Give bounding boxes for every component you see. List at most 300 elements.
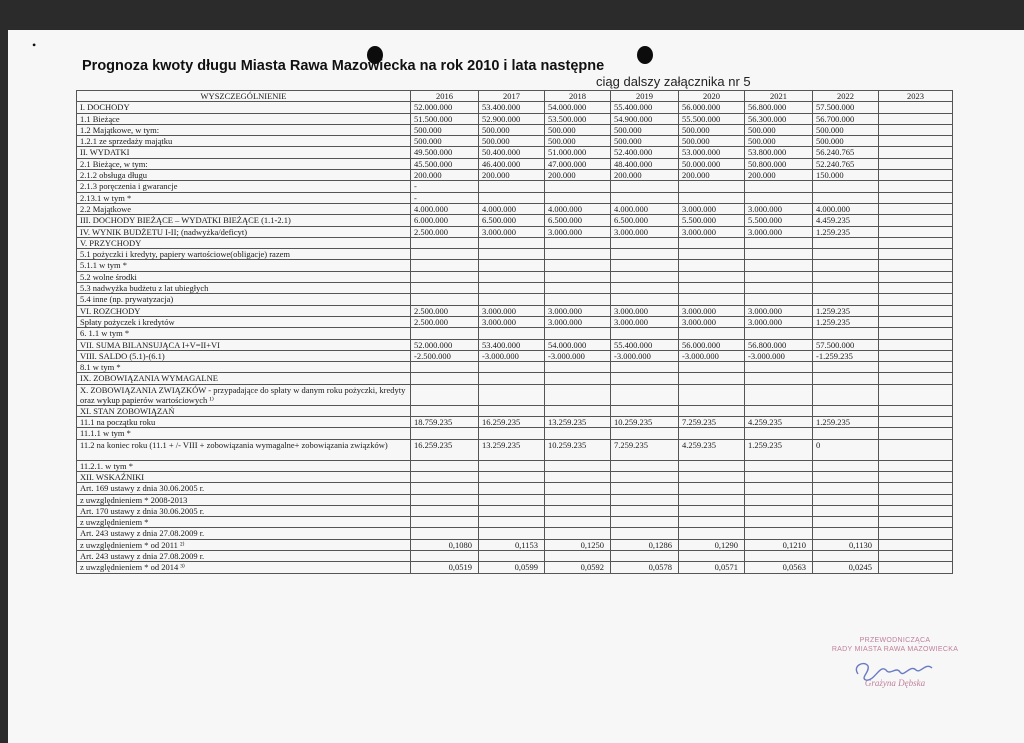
row-label: 1.2.1 ze sprzedaży majątku (77, 136, 411, 147)
value-cell (745, 328, 813, 339)
value-cell: 500.000 (611, 124, 679, 135)
header-cell-description: WYSZCZEGÓLNIENIE (77, 91, 411, 102)
table-row (77, 339, 953, 350)
row-label: IV. WYNIK BUDŻETU I-II; (nadwyżka/deficyt) (77, 226, 411, 237)
value-cell (611, 181, 679, 192)
value-cell (745, 192, 813, 203)
value-cell: 3.000.000 (745, 316, 813, 327)
value-cell: 500.000 (411, 136, 479, 147)
value-cell (679, 528, 745, 539)
value-cell (745, 483, 813, 494)
row-label: Art. 243 ustawy z dnia 27.08.2009 r. (77, 528, 411, 539)
value-cell (611, 249, 679, 260)
value-cell: 4.000.000 (611, 203, 679, 214)
value-cell (479, 550, 545, 561)
row-label: II. WYDATKI (77, 147, 411, 158)
value-cell (545, 249, 611, 260)
row-label: z uwzględnieniem * 2008-2013 (77, 494, 411, 505)
value-cell: 13.259.235 (545, 417, 611, 428)
value-cell: 55.400.000 (611, 339, 679, 350)
value-cell (879, 439, 953, 460)
value-cell (879, 147, 953, 158)
row-label: 5.3 nadwyżka budżetu z lat ubiegłych (77, 283, 411, 294)
value-cell (879, 203, 953, 214)
value-cell (479, 373, 545, 384)
value-cell (411, 271, 479, 282)
value-cell (545, 550, 611, 561)
value-cell: 500.000 (679, 136, 745, 147)
stamp-title-line: PRZEWODNICZĄCA (859, 637, 931, 644)
value-cell: 3.000.000 (745, 226, 813, 237)
value-cell (745, 283, 813, 294)
value-cell: 53.400.000 (479, 102, 545, 113)
value-cell: 50.000.000 (679, 158, 745, 169)
value-cell (611, 260, 679, 271)
value-cell: 54.000.000 (545, 102, 611, 113)
value-cell (411, 517, 479, 528)
value-cell (479, 328, 545, 339)
value-cell: 0,0563 (745, 562, 813, 573)
value-cell: 56.000.000 (679, 339, 745, 350)
value-cell (679, 384, 745, 405)
value-cell (879, 283, 953, 294)
value-cell: 0,1286 (611, 539, 679, 550)
value-cell: 3.000.000 (479, 316, 545, 327)
debt-forecast-table (76, 90, 953, 574)
value-cell: 53.000.000 (679, 147, 745, 158)
value-cell (879, 517, 953, 528)
value-cell (745, 362, 813, 373)
value-cell: 500.000 (745, 124, 813, 135)
value-cell: 54.900.000 (611, 113, 679, 124)
value-cell (411, 384, 479, 405)
header-cell-year: 2018 (545, 91, 611, 102)
value-cell: 200.000 (545, 170, 611, 181)
value-cell (545, 362, 611, 373)
table-row (77, 384, 953, 405)
value-cell: 1.259.235 (745, 439, 813, 460)
table-row (77, 328, 953, 339)
value-cell (479, 460, 545, 471)
value-cell (813, 271, 879, 282)
signatory-name: Grażyna Dębska (864, 678, 926, 688)
value-cell: 54.000.000 (545, 339, 611, 350)
value-cell (411, 294, 479, 305)
value-cell: 5.500.000 (745, 215, 813, 226)
value-cell: 52.000.000 (411, 339, 479, 350)
value-cell (813, 362, 879, 373)
value-cell (479, 181, 545, 192)
table-row (77, 471, 953, 482)
value-cell (745, 428, 813, 439)
value-cell (411, 237, 479, 248)
table-row (77, 158, 953, 169)
value-cell (411, 405, 479, 416)
value-cell (679, 428, 745, 439)
value-cell: 150.000 (813, 170, 879, 181)
value-cell (611, 483, 679, 494)
value-cell: 49.500.000 (411, 147, 479, 158)
row-label: 11.2 na koniec roku (11.1 + /- VIII + zobowiązania wymagalne+ zobowiązania związków) (77, 439, 411, 460)
value-cell (813, 550, 879, 561)
value-cell (879, 550, 953, 561)
table-row (77, 483, 953, 494)
row-label: III. DOCHODY BIEŻĄCE – WYDATKI BIEŻĄCE (1.1-2.1) (77, 215, 411, 226)
value-cell (679, 483, 745, 494)
value-cell (813, 294, 879, 305)
value-cell: 56.240.765 (813, 147, 879, 158)
table-row (77, 517, 953, 528)
value-cell (745, 505, 813, 516)
value-cell (813, 471, 879, 482)
header-cell-year: 2020 (679, 91, 745, 102)
value-cell: - (411, 192, 479, 203)
row-label: 6. 1.1 w tym * (77, 328, 411, 339)
value-cell (479, 362, 545, 373)
value-cell: 0,1130 (813, 539, 879, 550)
header-cell-year: 2021 (745, 91, 813, 102)
value-cell (813, 460, 879, 471)
value-cell: 50.400.000 (479, 147, 545, 158)
value-cell: 13.259.235 (479, 439, 545, 460)
value-cell: 0,0578 (611, 562, 679, 573)
document-title: Prognoza kwoty długu Miasta Rawa Mazowiecka na rok 2010 i lata następne (82, 58, 605, 74)
value-cell (545, 260, 611, 271)
value-cell (879, 136, 953, 147)
value-cell (545, 460, 611, 471)
value-cell: 52.900.000 (479, 113, 545, 124)
value-cell (411, 505, 479, 516)
value-cell (745, 517, 813, 528)
signature-stamp (800, 636, 990, 688)
value-cell (545, 294, 611, 305)
table-row (77, 136, 953, 147)
table-row (77, 528, 953, 539)
value-cell: 10.259.235 (545, 439, 611, 460)
table-row (77, 305, 953, 316)
row-label: 8.1 w tym * (77, 362, 411, 373)
value-cell: 200.000 (611, 170, 679, 181)
value-cell (545, 505, 611, 516)
value-cell (479, 471, 545, 482)
value-cell: 4.459.235 (813, 215, 879, 226)
table-row (77, 203, 953, 214)
table-row (77, 362, 953, 373)
value-cell (879, 102, 953, 113)
value-cell: 4.259.235 (745, 417, 813, 428)
value-cell: 3.000.000 (545, 316, 611, 327)
table-header-row (77, 91, 953, 102)
value-cell: 1.259.235 (813, 305, 879, 316)
value-cell (611, 528, 679, 539)
handwritten-signature-icon (850, 656, 940, 686)
table-row (77, 215, 953, 226)
value-cell (879, 294, 953, 305)
value-cell: 3.000.000 (679, 305, 745, 316)
value-cell (879, 192, 953, 203)
value-cell (679, 249, 745, 260)
row-label: Art. 243 ustawy z dnia 27.08.2009 r. (77, 550, 411, 561)
value-cell: 56.300.000 (745, 113, 813, 124)
value-cell (813, 260, 879, 271)
value-cell: -3.000.000 (745, 350, 813, 361)
value-cell (611, 328, 679, 339)
value-cell (411, 550, 479, 561)
value-cell (745, 373, 813, 384)
value-cell: 3.000.000 (745, 203, 813, 214)
value-cell (611, 460, 679, 471)
value-cell (879, 226, 953, 237)
value-cell: 200.000 (479, 170, 545, 181)
value-cell: -1.259.235 (813, 350, 879, 361)
value-cell: 6.500.000 (545, 215, 611, 226)
value-cell: 0,1080 (411, 539, 479, 550)
table-row (77, 405, 953, 416)
scan-speck: • (32, 38, 37, 52)
value-cell (545, 494, 611, 505)
table-row (77, 505, 953, 516)
value-cell: -3.000.000 (545, 350, 611, 361)
value-cell (545, 471, 611, 482)
row-label: X. ZOBOWIĄZANIA ZWIĄZKÓW - przypadające do spłaty w danym roku pożyczki, kredyty oraz wykup papierów wartościowych ¹⁾ (77, 384, 411, 405)
value-cell: 46.400.000 (479, 158, 545, 169)
value-cell (813, 428, 879, 439)
value-cell (545, 373, 611, 384)
value-cell: 2.500.000 (411, 316, 479, 327)
table-row (77, 417, 953, 428)
value-cell (879, 328, 953, 339)
value-cell (411, 528, 479, 539)
value-cell (879, 505, 953, 516)
document-subtitle: ciąg dalszy załącznika nr 5 (596, 74, 751, 89)
value-cell: -3.000.000 (679, 350, 745, 361)
value-cell (611, 494, 679, 505)
value-cell (745, 405, 813, 416)
row-label: 11.1.1 w tym * (77, 428, 411, 439)
value-cell (611, 428, 679, 439)
row-label: Art. 170 ustawy z dnia 30.06.2005 r. (77, 505, 411, 516)
value-cell: 500.000 (611, 136, 679, 147)
value-cell (479, 294, 545, 305)
value-cell: 52.400.000 (611, 147, 679, 158)
row-label: VII. SUMA BILANSUJĄCA I+V=II+VI (77, 339, 411, 350)
table-row (77, 550, 953, 561)
value-cell: 200.000 (745, 170, 813, 181)
value-cell (679, 328, 745, 339)
value-cell (679, 260, 745, 271)
value-cell (813, 181, 879, 192)
value-cell (411, 460, 479, 471)
table-row (77, 294, 953, 305)
row-label: Spłaty pożyczek i kredytów (77, 316, 411, 327)
value-cell (611, 373, 679, 384)
value-cell (479, 483, 545, 494)
value-cell (813, 373, 879, 384)
value-cell (479, 505, 545, 516)
header-cell-year: 2022 (813, 91, 879, 102)
value-cell (745, 471, 813, 482)
value-cell: 500.000 (411, 124, 479, 135)
row-label: 5.1.1 w tym * (77, 260, 411, 271)
value-cell: 16.259.235 (479, 417, 545, 428)
value-cell (879, 339, 953, 350)
value-cell (679, 283, 745, 294)
value-cell (679, 294, 745, 305)
table-row (77, 539, 953, 550)
value-cell (813, 517, 879, 528)
value-cell: 0,1290 (679, 539, 745, 550)
value-cell: 4.000.000 (545, 203, 611, 214)
punch-hole-right (637, 46, 653, 64)
value-cell: 2.500.000 (411, 226, 479, 237)
table-row (77, 494, 953, 505)
value-cell: 56.800.000 (745, 339, 813, 350)
value-cell (679, 271, 745, 282)
row-label: z uwzględnieniem * (77, 517, 411, 528)
value-cell: 1.259.235 (813, 226, 879, 237)
value-cell: 3.000.000 (611, 305, 679, 316)
row-label: VIII. SALDO (5.1)-(6.1) (77, 350, 411, 361)
value-cell: 56.700.000 (813, 113, 879, 124)
value-cell (679, 471, 745, 482)
value-cell (879, 539, 953, 550)
value-cell (879, 215, 953, 226)
value-cell: 500.000 (745, 136, 813, 147)
value-cell (879, 305, 953, 316)
row-label: 2.2 Majątkowe (77, 203, 411, 214)
value-cell (813, 237, 879, 248)
value-cell (411, 362, 479, 373)
row-label: VI. ROZCHODY (77, 305, 411, 316)
value-cell (679, 373, 745, 384)
stamp-council-line: RADY MIASTA RAWA MAZOWIECKA (831, 646, 959, 653)
value-cell (879, 181, 953, 192)
value-cell (611, 362, 679, 373)
value-cell (545, 328, 611, 339)
value-cell (611, 550, 679, 561)
value-cell (479, 428, 545, 439)
value-cell (545, 528, 611, 539)
value-cell (411, 249, 479, 260)
value-cell (813, 505, 879, 516)
table-row (77, 271, 953, 282)
table-row (77, 562, 953, 573)
table-row (77, 373, 953, 384)
value-cell (679, 362, 745, 373)
value-cell (411, 471, 479, 482)
value-cell (879, 316, 953, 327)
value-cell (879, 113, 953, 124)
value-cell (879, 124, 953, 135)
value-cell: 4.259.235 (679, 439, 745, 460)
value-cell (411, 283, 479, 294)
table-row (77, 181, 953, 192)
row-label: 11.1 na początku roku (77, 417, 411, 428)
value-cell (479, 517, 545, 528)
table-row (77, 124, 953, 135)
value-cell: 3.000.000 (545, 226, 611, 237)
value-cell (479, 237, 545, 248)
value-cell (879, 158, 953, 169)
value-cell: 500.000 (679, 124, 745, 135)
value-cell (679, 550, 745, 561)
value-cell: 2.500.000 (411, 305, 479, 316)
table-row (77, 283, 953, 294)
value-cell (813, 249, 879, 260)
value-cell: 200.000 (679, 170, 745, 181)
value-cell (879, 350, 953, 361)
value-cell (745, 550, 813, 561)
value-cell (879, 384, 953, 405)
value-cell: 45.500.000 (411, 158, 479, 169)
value-cell (679, 505, 745, 516)
value-cell (479, 249, 545, 260)
value-cell (679, 192, 745, 203)
value-cell (611, 405, 679, 416)
value-cell (411, 373, 479, 384)
value-cell: 0,0245 (813, 562, 879, 573)
value-cell: 4.000.000 (813, 203, 879, 214)
value-cell: 1.259.235 (813, 316, 879, 327)
value-cell: 0,0599 (479, 562, 545, 573)
value-cell (813, 528, 879, 539)
value-cell (479, 405, 545, 416)
value-cell: 55.500.000 (679, 113, 745, 124)
value-cell (745, 384, 813, 405)
value-cell (611, 517, 679, 528)
value-cell (679, 405, 745, 416)
value-cell: 0,1153 (479, 539, 545, 550)
value-cell (879, 494, 953, 505)
value-cell (545, 237, 611, 248)
row-label: XII. WSKAŹNIKI (77, 471, 411, 482)
value-cell (411, 494, 479, 505)
value-cell: 0,1250 (545, 539, 611, 550)
value-cell: 0,0592 (545, 562, 611, 573)
value-cell (745, 249, 813, 260)
table-row (77, 192, 953, 203)
value-cell (879, 528, 953, 539)
value-cell (479, 283, 545, 294)
value-cell (879, 562, 953, 573)
value-cell (879, 483, 953, 494)
row-label: 11.2.1. w tym * (77, 460, 411, 471)
value-cell: 18.759.235 (411, 417, 479, 428)
value-cell (879, 405, 953, 416)
row-label: V. PRZYCHODY (77, 237, 411, 248)
value-cell: 500.000 (545, 136, 611, 147)
table-row (77, 113, 953, 124)
value-cell: 3.000.000 (611, 226, 679, 237)
value-cell (611, 237, 679, 248)
value-cell (411, 428, 479, 439)
value-cell: 3.000.000 (679, 226, 745, 237)
row-label: 2.1.2 obsługa długu (77, 170, 411, 181)
row-label: 2.13.1 w tym * (77, 192, 411, 203)
value-cell (611, 192, 679, 203)
value-cell (813, 384, 879, 405)
table-row (77, 350, 953, 361)
value-cell (879, 428, 953, 439)
value-cell (411, 260, 479, 271)
header-cell-year: 2017 (479, 91, 545, 102)
table-row (77, 439, 953, 460)
value-cell (745, 260, 813, 271)
value-cell (745, 271, 813, 282)
table-row (77, 237, 953, 248)
value-cell: 500.000 (813, 136, 879, 147)
value-cell: 53.400.000 (479, 339, 545, 350)
